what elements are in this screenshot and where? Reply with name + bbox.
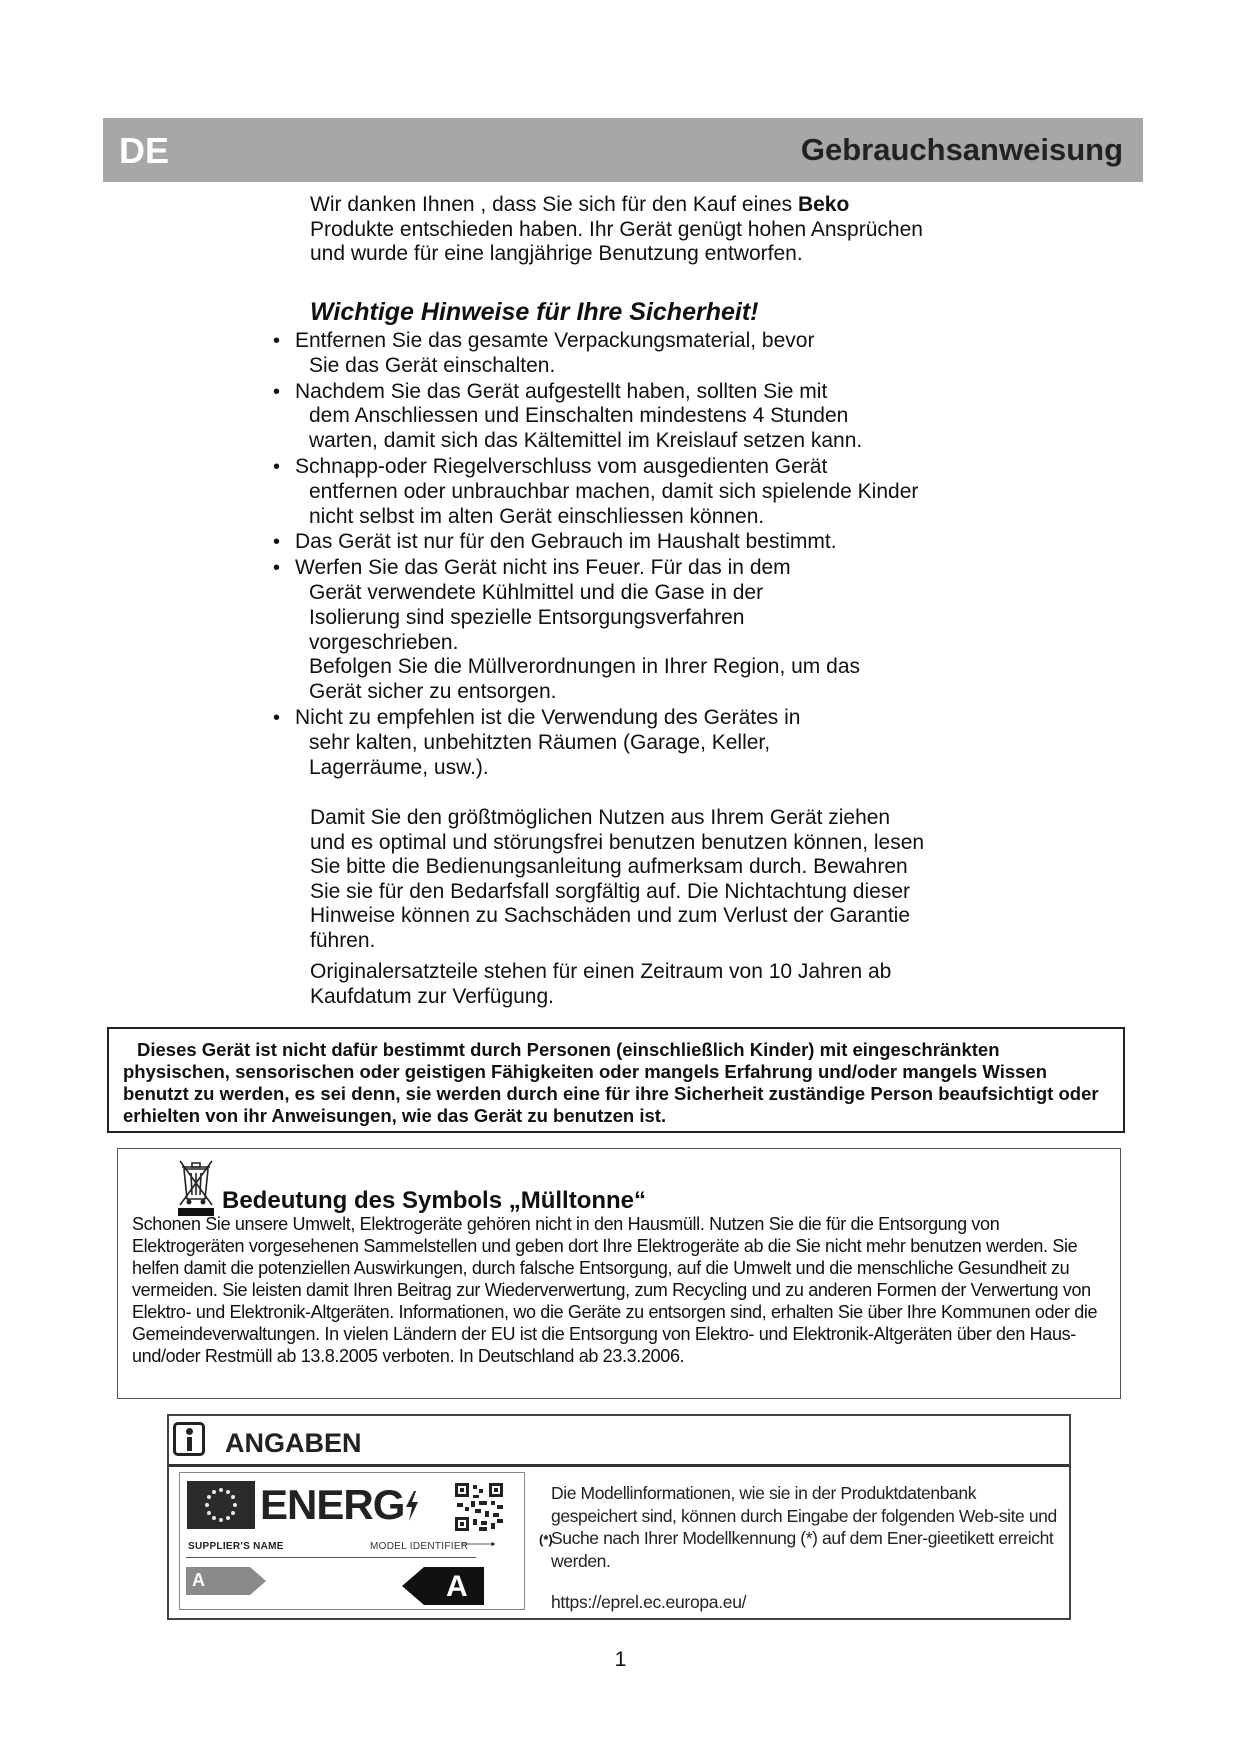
- eprel-url[interactable]: https://eprel.ec.europa.eu/: [551, 1592, 747, 1612]
- warning-text: Dieses Gerät ist nicht dafür bestimmt durch Personen (einschließlich Kinder) mit eingeschränkten physischen, sensorischen oder geistigen Fähigkeiten oder mangels Erfahrung und/oder mangels Wissen benutzt zu werden, es sei denn, sie werden durch eine für ihre Sicherheit zuständige Person beaufsichtigt oder erhielten von ihr Anweisungen, wie das Gerät zu benutzen ist.: [123, 1039, 1099, 1126]
- bullet-first-line: Nachdem Sie das Gerät aufgestellt haben, sollten Sie mit: [295, 379, 828, 403]
- intro-paragraph: [310, 193, 930, 267]
- bullet-first-line: Werfen Sie das Gerät nicht ins Feuer. Für das in dem: [295, 556, 791, 580]
- language-code: DE: [119, 130, 170, 171]
- divider: [186, 1557, 476, 1558]
- warning-box: [107, 1027, 1125, 1133]
- intro-lead: Wir danken Ihnen , dass Sie sich für den Kauf eines: [310, 193, 793, 216]
- disposal-info-box: [117, 1148, 1121, 1399]
- bullet-continuation: dem Anschliessen und Einschalten mindestens 4 Stunden warten, damit sich das Kältemittel im Kreislauf setzen kann.: [309, 404, 863, 453]
- list-item: [271, 530, 911, 555]
- spare-parts-paragraph: Originalersatzteile stehen für einen Zeitraum von 10 Jahren ab Kaufdatum zur Verfügung.: [310, 960, 892, 1008]
- info-icon: [173, 1422, 205, 1456]
- eu-flag-icon: [187, 1481, 255, 1529]
- document-title: Gebrauchsanweisung: [800, 132, 1123, 167]
- list-item: [271, 556, 911, 705]
- divider: [169, 1464, 1069, 1467]
- supplier-name-label: SUPPLIER'S NAME: [188, 1541, 284, 1552]
- safety-bullet-list: [271, 329, 919, 781]
- model-identifier-label: MODEL IDENTIFIER: [370, 1541, 469, 1552]
- qr-code-icon: [455, 1483, 503, 1531]
- usage-paragraph: Damit Sie den größtmöglichen Nutzen aus Ihrem Gerät ziehen und es optimal und störungsfrei benutzen benutzen können, lesen Sie bitte die Bedienungsanleitung aufmerksam durch. Bewahren Sie sie für den Bedarfsfall sorgfältig auf. Die Nichtachtung dieser Hinweise können zu Sachschäden und zum Verlust der Garantie führen.: [310, 806, 925, 952]
- header-bar: [103, 118, 1143, 182]
- list-item: [271, 706, 911, 780]
- energy-info-text: Die Modellinformationen, wie sie in der Produktdatenbank gespeichert sind, können durch Eingabe der folgenden Web-site und Suche nach Ihrer Modellkennung (*) auf dem Ener-gieetikett erreicht werden.: [551, 1483, 1057, 1571]
- intro-rest: Produkte entschieden haben. Ihr Gerät genügt hohen Ansprüchen und wurde für eine langjährige Benutzung entworfen.: [310, 217, 923, 265]
- info-title: ANGABEN: [225, 1428, 362, 1458]
- bullet-continuation: entfernen oder unbrauchbar machen, damit sich spielende Kinder nicht selbst im alten Gerät einschliessen können.: [309, 479, 919, 528]
- disposal-text: Schonen Sie unsere Umwelt, Elektrogeräte gehören nicht in den Hausmüll. Nutzen Sie die für die Entsorgung von Elektrogeräten vorgesehenen Sammelstellen und geben dort Ihre Elektrogeräte ab die Sie nicht mehr benutzen werden. Sie helfen damit die potenziellen Auswirkungen, durch falsche Entsorgung, auf die Umwelt und die menschliche Gesundheit zu vermeiden. Sie leisten damit Ihren Beitrag zur Wiederverwertung, zum Recycling und zu anderen Formen der Verwertung von Elektro- und Elektronik-Altgeräten. Informationen, wo die Geräte zu entsorgen sind, erhalten Sie über Ihre Kommunen oder die Gemeindeverwaltungen. In vielen Ländern der EU ist die Entsorgung von Elektro- und Elektronik-Altgeräten über den Haus- und/oder Restmüll ab 13.8.2005 verboten. In Deutschland ab 23.3.2006.: [132, 1214, 1098, 1366]
- bullet-continuation: sehr kalten, unbehitzten Räumen (Garage, Keller, Lagerräume, usw.).: [309, 730, 771, 779]
- bullet-continuation: Sie das Gerät einschalten.: [309, 353, 556, 377]
- disposal-title: Bedeutung des Symbols „Mülltonne“: [222, 1187, 647, 1214]
- model-note-marker: (*): [539, 1532, 553, 1547]
- energy-class-small: A: [192, 1570, 205, 1590]
- list-item: [271, 329, 911, 379]
- arrow-right-icon: [461, 1536, 535, 1552]
- energy-class-arrow-large: [402, 1567, 484, 1605]
- energy-class-large: A: [446, 1570, 468, 1603]
- bullet-first-line: Das Gerät ist nur für den Gebrauch im Haushalt bestimmt.: [295, 530, 837, 554]
- bullet-continuation: Gerät verwendete Kühlmittel und die Gase in der Isolierung sind spezielle Entsorgungsverfahren vorgeschrieben.: [309, 580, 764, 654]
- brand-name: Beko: [797, 193, 850, 216]
- bullet-first-line: Schnapp-oder Riegelverschluss vom ausgedienten Gerät: [295, 454, 828, 478]
- energy-label-word: ENERG: [260, 1481, 420, 1529]
- list-item: [271, 454, 919, 529]
- energy-class-arrow-small: [186, 1567, 266, 1595]
- lightning-icon: [404, 1491, 420, 1521]
- bullet-first-line: Entfernen Sie das gesamte Verpackungsmaterial, bevor: [295, 329, 815, 352]
- list-item: [271, 380, 911, 454]
- bullet-continuation-2: Befolgen Sie die Müllverordnungen in Ihrer Region, um das Gerät sicher zu entsorgen.: [309, 655, 860, 704]
- crossed-bin-icon: [176, 1155, 216, 1217]
- energy-info-box: [167, 1414, 1071, 1620]
- bullet-first-line: Nicht zu empfehlen ist die Verwendung des Gerätes in: [295, 705, 801, 729]
- page-number: 1: [614, 1648, 627, 1671]
- safety-heading: Wichtige Hinweise für Ihre Sicherheit!: [310, 298, 759, 326]
